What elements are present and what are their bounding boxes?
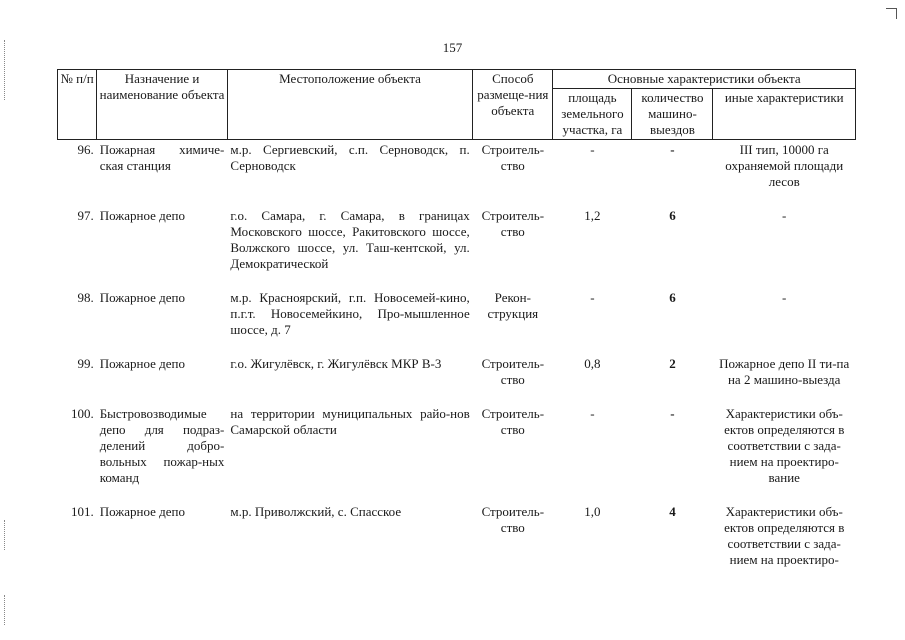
row-location: м.р. Сергиевский, с.п. Серноводск, п. Серноводск	[230, 142, 470, 173]
row-other: -	[782, 290, 787, 305]
row-location: м.р. Приволжский, с. Спасское	[230, 504, 402, 519]
row-method: Рекон-струкция	[487, 290, 539, 321]
row-other: Пожарное депо II ти-па на 2 машино-выезда	[719, 356, 850, 387]
row-count: 6	[669, 208, 676, 223]
header-count: количество машино-выездов	[632, 89, 713, 140]
row-name: Пожарное депо	[99, 504, 185, 519]
row-area: 0,8	[584, 356, 601, 371]
objects-table	[57, 69, 856, 570]
header-other: иные характеристики	[713, 89, 856, 140]
row-other: Характеристики объ-ектов определяются в соответствии с зада-нием на проектиро-	[724, 504, 845, 567]
row-location: г.о. Самара, г. Самара, в границах Московского шоссе, Ракитовского шоссе, Волжского шоссе, ул. Таш-кентской, ул. Демократической	[230, 208, 470, 271]
row-location: г.о. Жигулёвск, г. Жигулёвск МКР В-3	[230, 356, 442, 371]
row-method: Строитель-ство	[481, 208, 545, 239]
header-area: площадь земельного участка, га	[553, 89, 632, 140]
header-main-characteristics: Основные характеристики объекта	[553, 70, 856, 89]
header-method: Способ размеще-ния объекта	[473, 70, 553, 140]
row-name: Быстровозводимые депо для подраз-делений добро-вольных пожар-ных команд	[99, 406, 225, 485]
row-area: -	[590, 290, 595, 305]
row-location: на территории муниципальных райо-нов Самарской области	[230, 406, 470, 437]
row-num: 97.	[77, 208, 94, 223]
row-count: -	[670, 406, 675, 421]
table-row	[58, 140, 856, 193]
table-row	[58, 354, 856, 390]
page-number: 157	[442, 40, 463, 55]
table-row	[58, 206, 856, 274]
row-num: 96.	[77, 142, 94, 157]
row-method: Строитель-ство	[481, 142, 545, 173]
scan-edge-marks-bottom	[4, 595, 7, 625]
header-location: Местоположение объекта	[227, 70, 472, 140]
row-name: Пожарное депо	[99, 208, 185, 223]
row-area: -	[590, 406, 595, 421]
table-row	[58, 288, 856, 340]
row-method: Строитель-ство	[481, 406, 545, 437]
row-name: Пожарная химиче-ская станция	[99, 142, 225, 173]
row-name: Пожарное депо	[99, 356, 185, 371]
row-name: Пожарное депо	[99, 290, 185, 305]
row-num: 98.	[77, 290, 94, 305]
row-count: 6	[669, 290, 676, 305]
row-method: Строитель-ство	[481, 504, 545, 535]
row-count: 2	[669, 356, 676, 371]
row-num: 100.	[70, 406, 94, 421]
row-num: 99.	[77, 356, 94, 371]
row-area: -	[590, 142, 595, 157]
row-location: м.р. Красноярский, г.п. Новосемей-кино, п.г.т. Новосемейкино, Про-мышленное шоссе, д. 7	[230, 290, 470, 337]
row-num: 101.	[70, 504, 94, 519]
scan-edge-marks-middle	[4, 520, 7, 550]
table-row	[58, 404, 856, 488]
row-area: 1,2	[584, 208, 601, 223]
row-count: -	[670, 142, 675, 157]
row-other: III тип, 10000 га охраняемой площади лесов	[725, 142, 844, 189]
header-name: Назначение и наименование объекта	[97, 70, 228, 140]
row-other: Характеристики объ-ектов определяются в соответствии с зада-нием на проектиро-вание	[724, 406, 845, 485]
table-row	[58, 502, 856, 570]
row-count: 4	[669, 504, 676, 519]
row-area: 1,0	[584, 504, 601, 519]
header-num: № п/п	[58, 70, 97, 140]
row-other: -	[782, 208, 787, 223]
row-method: Строитель-ство	[481, 356, 545, 387]
scan-corner-mark	[886, 8, 897, 19]
